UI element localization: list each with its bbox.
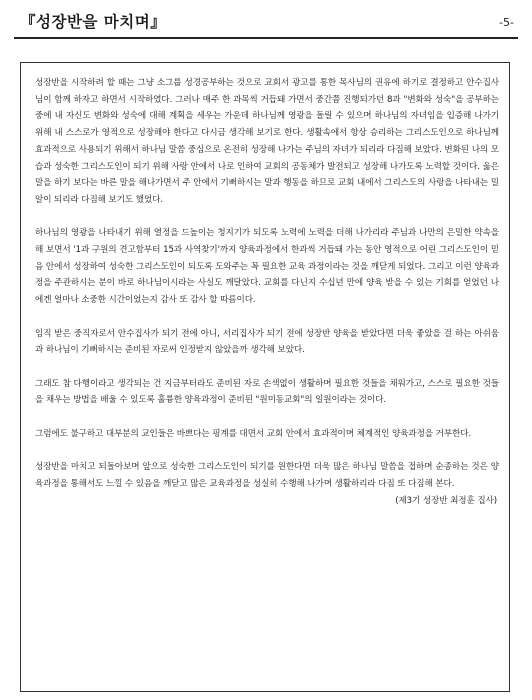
paragraph: 임직 받은 중직자로서 안수집사가 되기 전에 아니, 서리집사가 되기 전에 성장반 양육을 받았다면 더욱 좋았을 걸 하는 아쉬움과 하나님이 기뻐하시는 준비된 자로써 인정받지 않았을까 생각해 보았다.: [35, 328, 499, 356]
article-body: [35, 75, 499, 509]
paragraph: 그래도 참 다행이라고 생각되는 건 지금부터라도 준비된 자로 손색없이 생활하며 필요한 것들을 채워가고, 스스로 필요한 것들을 채우는 방법을 배울 수 있도록 훌륭한 양육과정이 준비된 "원미동교회"의 일원이라는 것이다.: [35, 378, 499, 406]
paragraph: 그럼에도 불구하고 대부분의 교인들은 바쁘다는 핑계를 대면서 교회 안에서 효과적이며 체계적인 양육과정을 거부한다.: [35, 428, 472, 439]
paragraph: 하나님의 영광을 나타내기 위해 열정을 드높이는 청지기가 되도록 노력에 노력을 더해 나가리라 주님과 나만의 은밀한 약속을 해 보면서 '1과 구원의 견고함부터 15과 사역찾기'까지 양육과정에서 한과씩 거듭돼 가는 동안 영적으로 어린 그리스도인이 믿음 안에서 성장하여 성숙한 그리스도인이 되도록 도와주는 꼭 필요한 교육 과정이라는 것을 깨닫게 되었다. 그리고 이런 양육과정을 주관하시는 분이 바로 하나님이시라는 사실도 깨달았다. 교회를 다닌지 수십년 만에 양육 받을 수 있는 기회를 얻었던 나에겐 얼마나 소중한 시간이었는지 감사 또 감사 할 따름이다.: [35, 228, 499, 306]
header-rule: [14, 37, 518, 39]
page-header: [14, 4, 518, 38]
author-signature: (제3기 성장반 최정훈 집사): [395, 495, 497, 506]
article-box: [20, 62, 510, 692]
paragraph: 성장반을 시작하려 할 때는 그냥 소그룹 성경공부하는 것으로 교회서 광고를 통한 목사님의 권유에 하기로 결정하고 안수집사님이 함께 하자고 하면서 시작하였다. 그러나 매주 한 과목씩 거듭돼 가면서 중간쯤 진행되가던 8과 "변화와 성숙"을 공부하는 중에 내 자신도 변화와 성숙에 대해 계획을 세우는 가운데 하나님께 영광을 돌릴 수 있으며 하나님의 자녀임을 입증해 나가기 위해 내 스스로가 영적으로 성장해야 한다고 다시금 생각해 보기로 한다. 생활속에서 항상 승리하는 그리스도인으로 하나님께 효과적으로 사용되기 위해서 하나님 말씀 중심으로 온전히 성장해 나가는 주님의 자녀가 되리라 다짐해 보았다. 변화된 나의 모습과 성숙한 그리스도인이 되기 위해 사랑 안에서 나로 인하여 교회의 공동체가 발전되고 성장해 나가도록 노력할 것이다. 옳은 말을 하기 보다는 바른 말을 해나가면서 주 안에서 기뻐하시는 말과 행동을 하므로 교회 내에서 그리스도의 사랑을 나타내는 밀알이 되리라 다짐해 보기도 했었다.: [35, 78, 499, 205]
page-title: 『성장반을 마치며』: [20, 13, 167, 31]
page-number: -5-: [499, 16, 514, 29]
paragraph: 성장반을 마치고 되돌아보며 앞으로 성숙한 그리스도인이 되기를 원한다면 더욱 많은 하나님 말씀을 접하며 순종하는 것은 양육과정을 통해서도 느낄 수 있음을 깨닫고 많은 교육과정을 성실히 수행해 나가며 생활하리라 다짐 또 다짐해 본다.: [35, 462, 499, 489]
